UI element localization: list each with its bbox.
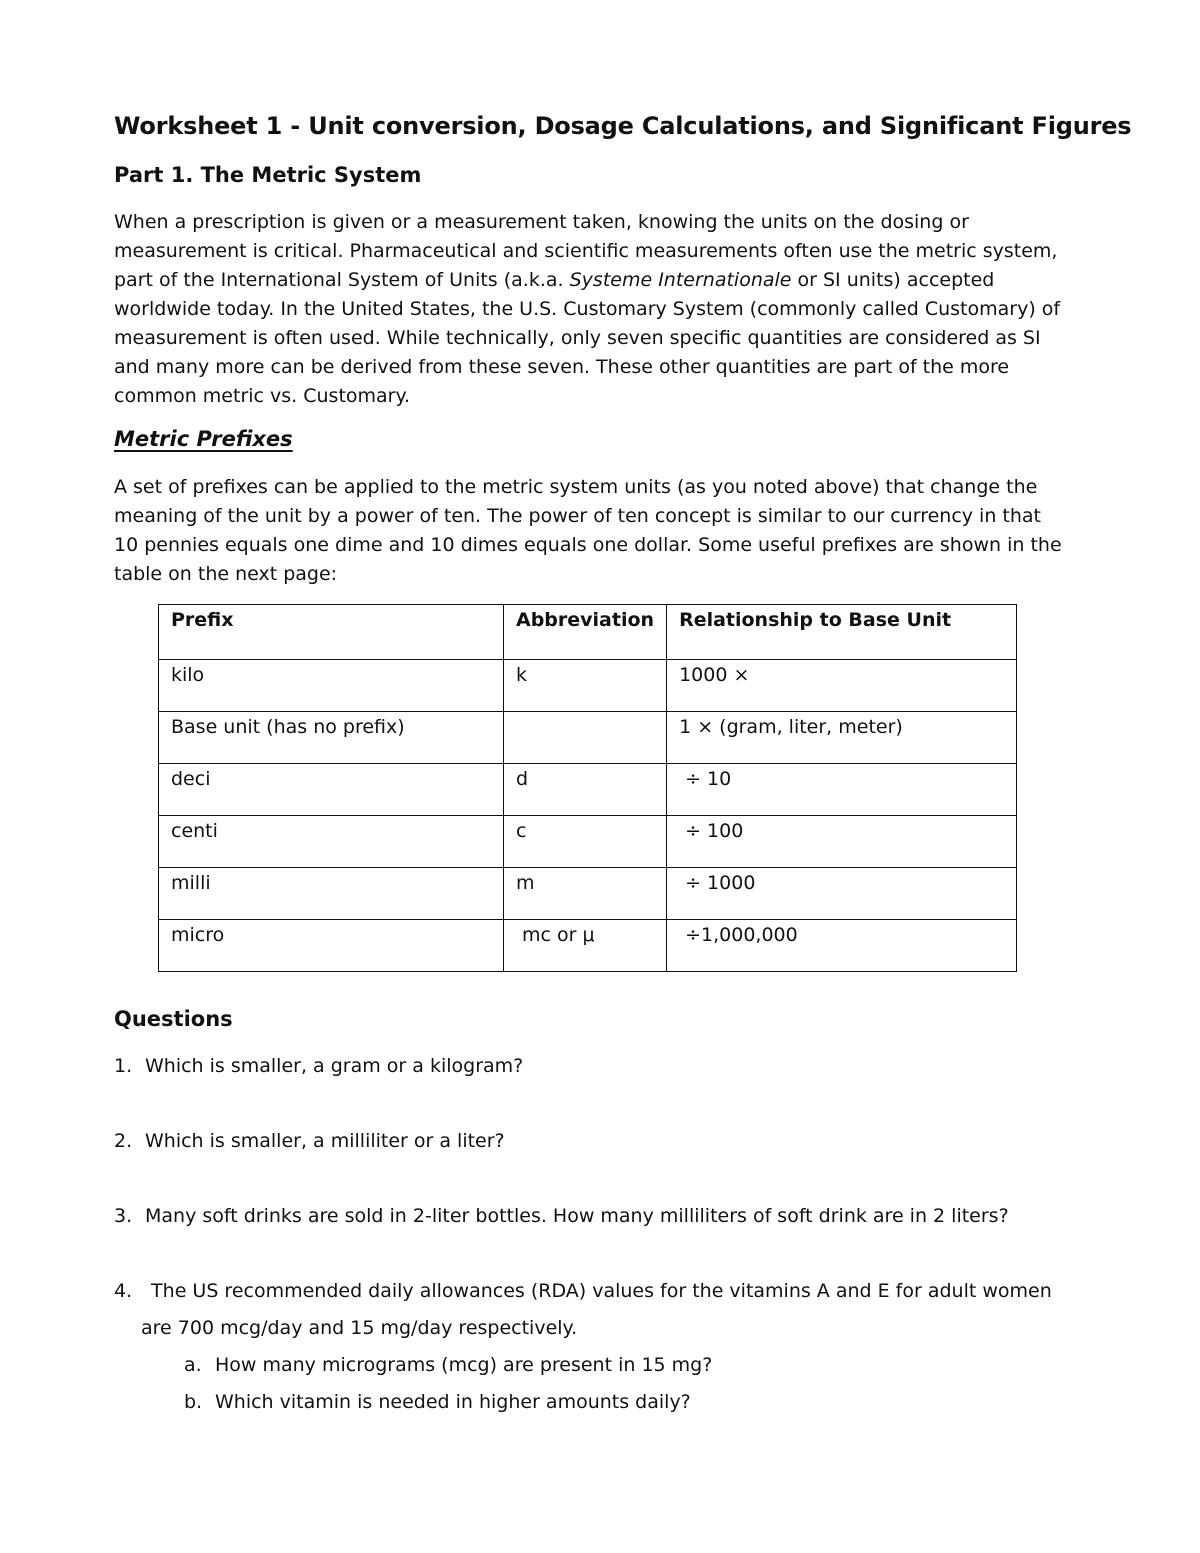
paragraph-line: When a prescription is given or a measurement taken, knowing the units on the dosing or	[114, 211, 969, 233]
question-number: 4.	[114, 1280, 133, 1302]
paragraph-line: common metric vs. Customary.	[114, 385, 411, 407]
questions-heading: Questions	[114, 1007, 233, 1031]
cell-abbreviation: d	[504, 764, 667, 816]
paragraph-line: measurement is critical. Pharmaceutical and scientific measurements often use the metric system,	[114, 240, 1058, 262]
paragraph-line: measurement is often used. While technically, only seven specific quantities are considered as SI	[114, 327, 1041, 349]
column-header-relationship: Relationship to Base Unit	[667, 605, 1017, 660]
sub-question-text: Which vitamin is needed in higher amounts daily?	[215, 1391, 691, 1413]
table-row	[159, 660, 1017, 712]
italic-term: Systeme Internationale	[569, 269, 792, 291]
cell-abbreviation	[504, 712, 667, 764]
paragraph-line: 10 pennies equals one dime and 10 dimes equals one dollar. Some useful prefixes are shown in the	[114, 534, 1062, 556]
cell-relationship: 1 × (gram, liter, meter)	[667, 712, 1017, 764]
part1-intro-paragraph	[114, 208, 1089, 411]
question-continuation: are 700 mcg/day and 15 mg/day respectively.	[141, 1317, 578, 1339]
table-row	[159, 868, 1017, 920]
sub-question-item	[184, 1354, 712, 1376]
question-text: Many soft drinks are sold in 2-liter bottles. How many milliliters of soft drink are in 2 liters?	[145, 1205, 1009, 1227]
question-text: Which is smaller, a milliliter or a liter?	[145, 1130, 505, 1152]
metric-prefix-table	[158, 604, 1017, 972]
table-row	[159, 816, 1017, 868]
table-row	[159, 920, 1017, 972]
paragraph-line: part of the International System of Units (a.k.a. Systeme Internationale or SI units) accepted	[114, 269, 995, 291]
column-header-prefix: Prefix	[159, 605, 504, 660]
cell-prefix: kilo	[159, 660, 504, 712]
sub-question-item	[184, 1391, 691, 1413]
sub-question-letter: a.	[184, 1354, 202, 1376]
question-text: The US recommended daily allowances (RDA) values for the vitamins A and E for adult women	[145, 1280, 1052, 1302]
question-number: 1.	[114, 1055, 133, 1077]
question-item	[114, 1205, 1009, 1227]
cell-abbreviation: mc or μ	[504, 920, 667, 972]
cell-abbreviation: c	[504, 816, 667, 868]
cell-relationship: ÷ 1000	[667, 868, 1017, 920]
metric-prefixes-heading: Metric Prefixes	[114, 427, 293, 451]
question-text: Which is smaller, a gram or a kilogram?	[145, 1055, 524, 1077]
prefixes-intro-paragraph	[114, 473, 1089, 589]
cell-prefix: Base unit (has no prefix)	[159, 712, 504, 764]
table-row	[159, 764, 1017, 816]
paragraph-line: and many more can be derived from these seven. These other quantities are part of the more	[114, 356, 1010, 378]
question-item	[114, 1280, 1052, 1302]
cell-abbreviation: m	[504, 868, 667, 920]
cell-relationship: ÷1,000,000	[667, 920, 1017, 972]
table-row	[159, 712, 1017, 764]
sub-question-letter: b.	[184, 1391, 203, 1413]
question-item	[114, 1130, 505, 1152]
cell-relationship: ÷ 10	[667, 764, 1017, 816]
cell-prefix: centi	[159, 816, 504, 868]
column-header-abbreviation: Abbreviation	[504, 605, 667, 660]
cell-prefix: micro	[159, 920, 504, 972]
table-header-row	[159, 605, 1017, 660]
cell-relationship: ÷ 100	[667, 816, 1017, 868]
cell-prefix: milli	[159, 868, 504, 920]
question-item	[114, 1055, 523, 1077]
cell-abbreviation: k	[504, 660, 667, 712]
sub-question-text: How many micrograms (mcg) are present in 15 mg?	[215, 1354, 713, 1376]
cell-prefix: deci	[159, 764, 504, 816]
question-number: 3.	[114, 1205, 133, 1227]
paragraph-line: table on the next page:	[114, 563, 338, 585]
question-number: 2.	[114, 1130, 133, 1152]
page-title: Worksheet 1 - Unit conversion, Dosage Calculations, and Significant Figures	[114, 112, 1132, 140]
paragraph-line: A set of prefixes can be applied to the metric system units (as you noted above) that change the	[114, 476, 1038, 498]
paragraph-line: meaning of the unit by a power of ten. The power of ten concept is similar to our currency in that	[114, 505, 1042, 527]
part1-heading: Part 1. The Metric System	[114, 163, 422, 187]
paragraph-line: worldwide today. In the United States, the U.S. Customary System (commonly called Customary) of	[114, 298, 1061, 320]
cell-relationship: 1000 ×	[667, 660, 1017, 712]
